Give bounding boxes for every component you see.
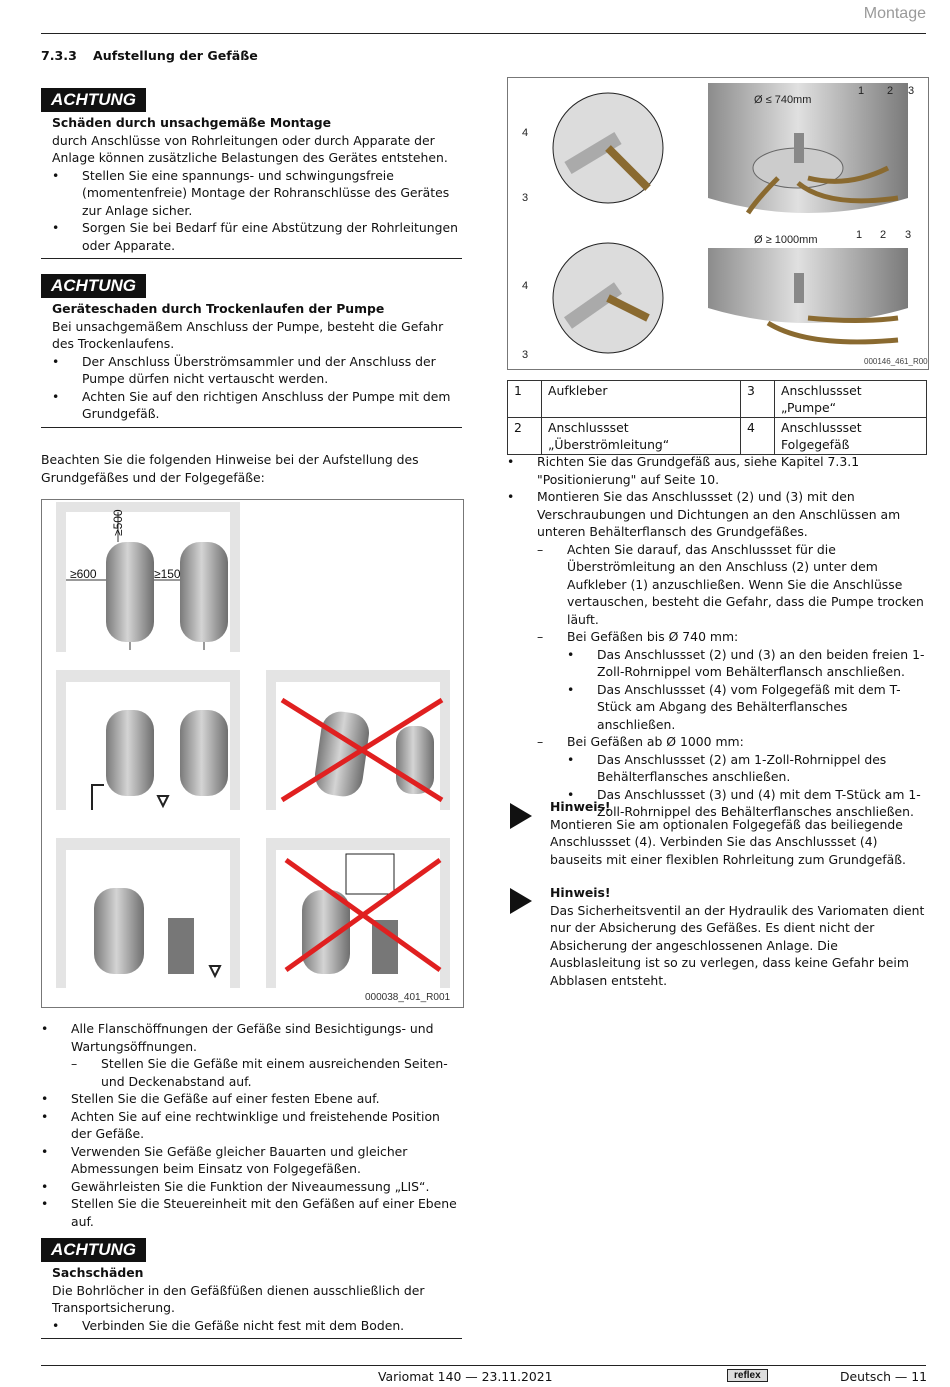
list-item: • Stellen Sie die Gefäße auf einer festen Ebene auf. [41,1090,462,1108]
legend-number: 4 [741,418,775,455]
footer-document-info: Variomat 140 — 23.11.2021 [378,1369,553,1384]
warning-box-1 [41,88,462,259]
list-item: • Verwenden Sie Gefäße gleicher Bauarten und gleicher Abmessungen beim Einsatz von Folgegefäßen. [41,1143,462,1178]
callout-3-left: 3 [522,192,529,204]
list-item [41,1020,462,1090]
figure-code: 000146_461_R001 [864,357,928,366]
list-item: • Richten Sie das Grundgefäß aus, siehe Kapitel 7.3.1 "Positionierung" auf Seite 10. [507,453,927,488]
list-subsubitem: • Das Anschlussset (2) am 1-Zoll-Rohrnippel des Behälterflansches anschließen. [567,751,927,786]
list-subitem: – Achten Sie darauf, das Anschlussset für die Überströmleitung an den Anschluss (2) unter dem Aufkleber (1) anzuschließen. Wenn Sie die Anschlüsse vertauschen, besteht die Gefahr, dass die Pumpe trocken läuft. [537,541,927,629]
callout-2: 2 [887,85,894,97]
callout-3-bottom-left: 3 [522,349,529,361]
list-subitem-text: Bei Gefäßen bis Ø 740 mm: [567,629,739,644]
warning-text: Die Bohrlöcher in den Gefäßfüßen dienen ausschließlich der Transportsicherung. [52,1282,425,1315]
warning-badge: ACHTUNG [41,88,146,112]
callout-1-bottom: 1 [856,229,863,241]
warning-bullet: • Sorgen Sie bei Bedarf für eine Abstützung der Rohrleitungen oder Apparate. [52,219,462,254]
legend-label: Aufkleber [542,381,741,418]
warning-box-2 [41,274,462,428]
hint-arrow-icon [510,888,532,914]
hint-arrow-icon [510,803,532,829]
top-diameter-label: Ø ≤ 740mm [754,94,812,106]
warning-text: Bei unsachgemäßem Anschluss der Pumpe, besteht die Gefahr des Trockenlaufens. [52,318,444,351]
header-section-title: Montage [863,5,926,22]
table-row [508,381,927,418]
vessel-placement-figure [41,499,464,1008]
legend-label: Anschlussset „Pumpe“ [775,381,927,418]
dim-left-label: ≥600 [70,567,97,581]
reflex-logo: reflex [727,1369,768,1382]
callout-4: 4 [522,127,529,139]
hint-text: Das Sicherheitsventil an der Hydraulik des Variomaten dient nur der Absicherung des Gefäßes. Es dient nicht der Absicherung der angeschlossenen Anlage. Die Ausblasleitung ist so zu verlegen, dass keine Gefahr beim Abblasen entsteht. [550,902,925,988]
connection-set-drawing [508,78,928,369]
figure-code: 000038_401_R001 [365,992,451,1003]
list-item: • Achten Sie auf eine rechtwinklige und freistehende Position der Gefäße. [41,1108,462,1143]
warning-bullet: • Verbinden Sie die Gefäße nicht fest mit dem Boden. [52,1317,462,1335]
legend-label: Anschlussset „Überströmleitung“ [542,418,741,455]
warning-bullet: • Achten Sie auf den richtigen Anschluss der Pumpe mit dem Grundgefäß. [52,388,462,423]
legend-number: 2 [508,418,542,455]
dim-top-label: ≥500 [111,509,125,536]
warning-title: Geräteschaden durch Trockenlaufen der Pumpe [52,301,385,316]
list-item-text: Alle Flanschöffnungen der Gefäße sind Besichtigungs- und Wartungsöffnungen. [71,1021,434,1054]
section-heading [41,48,258,63]
callout-3-bottom: 3 [905,229,912,241]
warning-bullet: • Der Anschluss Überströmsammler und der Anschluss der Pumpe dürfen nicht vertauscht werden. [52,353,462,388]
callout-4-bottom: 4 [522,280,529,292]
hint-box-2 [550,884,927,989]
list-item: • Stellen Sie die Steuereinheit mit den Gefäßen auf einer Ebene auf. [41,1195,462,1230]
bottom-diameter-label: Ø ≥ 1000mm [754,234,818,246]
hint-title: Hinweis! [550,885,611,900]
footer-rule [41,1365,926,1366]
list-subsubitem: • Das Anschlussset (4) vom Folgegefäß mit dem T-Stück am Abgang des Behälterflansches anschließen. [567,681,927,734]
warning-box-3 [41,1238,462,1339]
warning-title: Schäden durch unsachgemäße Montage [52,115,332,130]
hint-box-1 [550,798,927,868]
hint-text: Montieren Sie am optionalen Folgegefäß das beiliegende Anschlussset (4). Verbinden Sie das Anschlussset (4) bauseits mit einer flexiblen Rohrleitung zum Grundgefäß. [550,816,906,867]
hint-title: Hinweis! [550,799,611,814]
legend-number: 1 [508,381,542,418]
list-subsubitem: • Das Anschlussset (2) und (3) an den beiden freien 1-Zoll-Rohrnippel vom Behälterflansch anschließen. [567,646,927,681]
list-item: • Gewährleisten Sie die Funktion der Niveaumessung „LIS“. [41,1178,462,1196]
dim-mid-label: ≥150 [154,567,181,581]
list-subitem-text: Bei Gefäßen ab Ø 1000 mm: [567,734,744,749]
connection-set-figure [507,77,929,370]
intro-paragraph: Beachten Sie die folgenden Hinweise bei der Aufstellung des Grundgefäßes und der Folgegefäße: [41,452,419,485]
header-rule [41,33,926,34]
warning-badge: ACHTUNG [41,1238,146,1262]
warning-title: Sachschäden [52,1265,144,1280]
warning-text: durch Anschlüsse von Rohrleitungen oder durch Apparate der Anlage können zusätzliche Belastungen des Gerätes entstehen. [52,132,448,165]
placement-list [41,1020,462,1230]
vessel-placement-drawing [42,500,463,1007]
callout-1: 1 [858,85,865,97]
installation-steps [507,453,927,821]
list-subitem: – Stellen Sie die Gefäße mit einem ausreichenden Seiten- und Deckenabstand auf. [71,1055,462,1090]
warning-bullet: • Stellen Sie eine spannungs- und schwingungsfreie (momentenfreie) Montage der Rohranschlüsse des Gerätes zur Anlage sicher. [52,167,462,220]
legend-table [507,380,927,455]
list-subsubitem: • Das Anschlussset (3) und (4) mit dem T-Stück am 1-Zoll-Rohrnippel des Behälterflansches anschließen. [567,786,927,821]
warning-badge: ACHTUNG [41,274,146,298]
footer-page-info: Deutsch — 11 [840,1369,928,1384]
section-title: Aufstellung der Gefäße [93,48,258,63]
section-number: 7.3.3 [41,48,77,63]
list-item-text: Montieren Sie das Anschlussset (2) und (3) mit den Verschraubungen und Dichtungen an den Anschlüssen am unteren Behälterflansch des Grundgefäßes. [537,489,901,539]
legend-label: Anschlussset Folgegefäß [775,418,927,455]
list-item [507,488,927,821]
callout-2-bottom: 2 [880,229,887,241]
list-subitem [537,628,927,733]
legend-number: 3 [741,381,775,418]
callout-3: 3 [908,85,915,97]
table-row [508,418,927,455]
